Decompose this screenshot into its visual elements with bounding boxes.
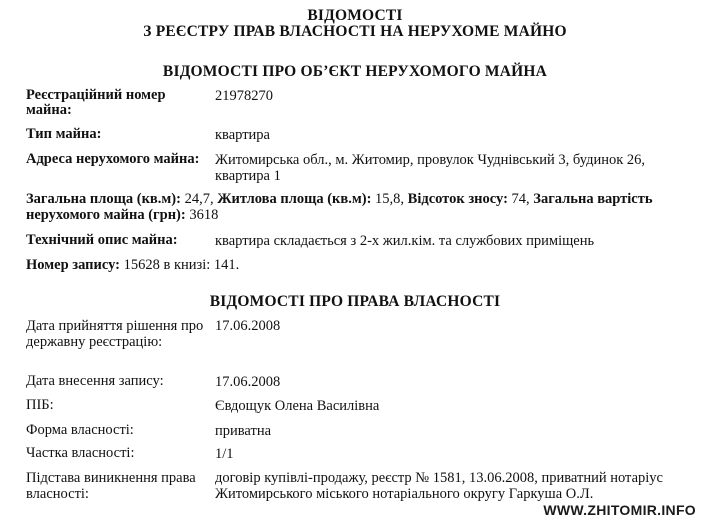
total-area-label: Загальна площа (кв.м): bbox=[26, 191, 181, 207]
object-section-title: ВІДОМОСТІ ПРО ОБ’ЄКТ НЕРУХОМОГО МАЙНА bbox=[162, 63, 548, 80]
total-cost-label: Загальна вартість нерухомого майна (грн): bbox=[26, 191, 653, 223]
total-area-value: 24,7, bbox=[184, 191, 214, 207]
entry-date-label: Дата внесення запису: bbox=[26, 373, 164, 389]
tech-description-label: Технічний опис майна: bbox=[26, 232, 178, 248]
entry-date-value: 17.06.2008 bbox=[215, 374, 281, 390]
decision-date-label: Дата прийняття рішення про державну реєстрацію: bbox=[26, 318, 204, 350]
rights-section-title: ВІДОМОСТІ ПРО ПРАВА ВЛАСНОСТІ bbox=[209, 293, 501, 310]
property-type-value: квартира bbox=[215, 127, 270, 143]
record-number-value: 15628 в книзі: 141. bbox=[123, 257, 240, 273]
document-subtitle: З РЕЄСТРУ ПРАВ ВЛАСНОСТІ НА НЕРУХОМЕ МАЙНО bbox=[143, 23, 567, 40]
area-and-cost-block bbox=[26, 191, 686, 223]
document-title: ВІДОМОСТІ bbox=[307, 7, 403, 24]
owner-name-value: Євдощук Олена Василівна bbox=[215, 398, 380, 414]
record-number-line bbox=[26, 257, 686, 273]
property-type-label: Тип майна: bbox=[26, 126, 102, 142]
address-label: Адреса нерухомого майна: bbox=[26, 151, 200, 167]
ownership-basis-value: договір купівлі-продажу, реєстр № 1581, 13.06.2008, приватний нотаріус Житомирського міського нотаріального округу Гаркуша О.Л. bbox=[215, 470, 663, 502]
owner-name-label: ПІБ: bbox=[26, 397, 54, 413]
ownership-share-label: Частка власності: bbox=[26, 445, 135, 461]
reg-number-value: 21978270 bbox=[215, 88, 273, 104]
decision-date-value: 17.06.2008 bbox=[215, 318, 281, 334]
wear-label: Відсоток зносу: bbox=[407, 191, 508, 207]
reg-number-label: Реєстраційний номер майна: bbox=[26, 87, 166, 118]
total-cost-value: 3618 bbox=[189, 207, 219, 223]
living-area-value: 15,8, bbox=[375, 191, 405, 207]
ownership-share-value: 1/1 bbox=[215, 446, 234, 462]
ownership-form-label: Форма власності: bbox=[26, 422, 134, 438]
ownership-basis-label: Підстава виникнення права власності: bbox=[26, 470, 196, 502]
address-value: Житомирська обл., м. Житомир, провулок Чуднівський 3, будинок 26, квартира 1 bbox=[215, 152, 646, 184]
tech-description-value: квартира складається з 2-х жил.кім. та службових приміщень bbox=[215, 233, 595, 249]
watermark-logo: WWW.ZHITOMIR.INFO bbox=[543, 502, 696, 518]
ownership-form-value: приватна bbox=[215, 423, 272, 439]
record-number-label: Номер запису: bbox=[26, 257, 120, 273]
wear-value: 74, bbox=[511, 191, 530, 207]
living-area-label: Житлова площа (кв.м): bbox=[217, 191, 372, 207]
